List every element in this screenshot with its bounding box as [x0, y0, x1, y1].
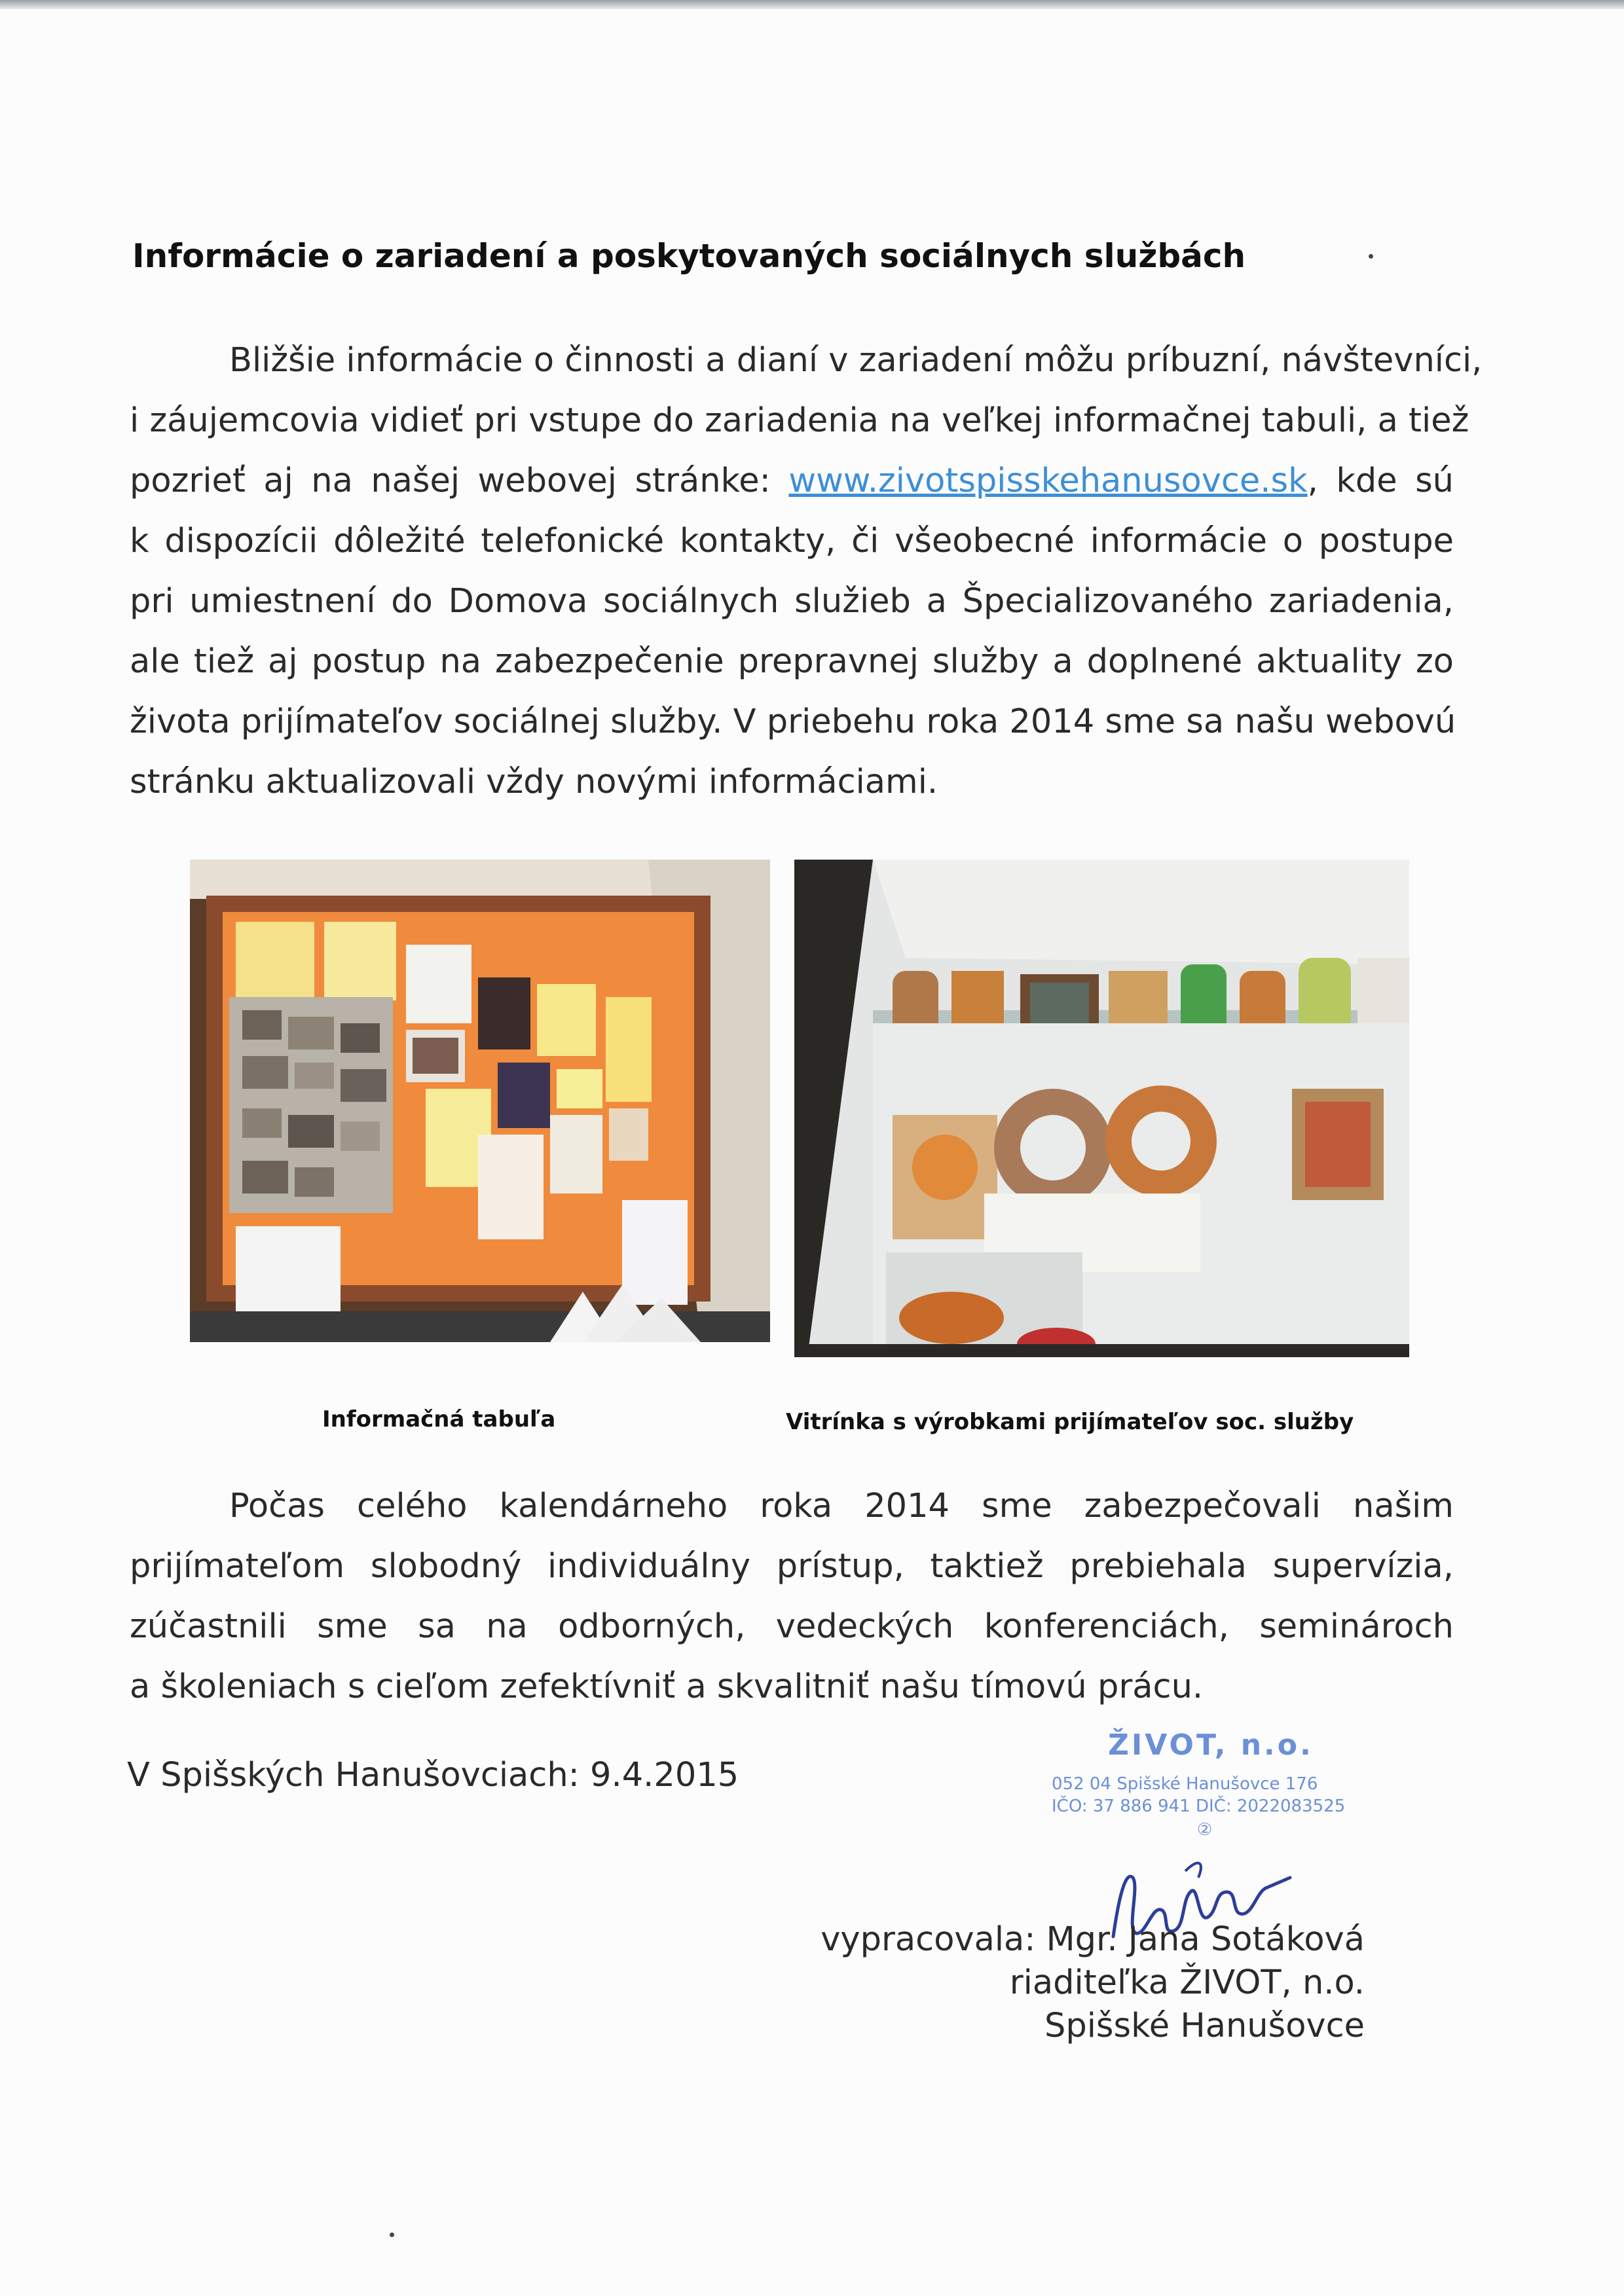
line-text: pozrieť aj na našej webovej stránke: — [130, 462, 771, 500]
stamp-ids: IČO: 37 886 941 DIČ: 2022083525 — [1052, 1796, 1346, 1816]
paragraph-line: stránku aktualizovali vždy novými informáciami. — [130, 763, 938, 801]
place-and-date: V Spišských Hanušovciach: 9.4.2015 — [127, 1756, 739, 1795]
author-location: Spišské Hanušovce — [1044, 2007, 1365, 2045]
photo-caption-information-board: Informačná tabuľa — [322, 1406, 556, 1432]
website-link[interactable]: www.zivotspisskehanusovce.sk — [788, 462, 1308, 500]
paragraph-line: ale tiež aj postup na zabezpečenie prepravnej služby a doplnené aktuality zo — [130, 642, 1454, 681]
stamp-number: ② — [1197, 1820, 1213, 1840]
paragraph-line: i záujemcovia vidieť pri vstupe do zariadenia na veľkej informačnej tabuli, a tiež — [130, 401, 1469, 440]
paragraph-line: prijímateľom slobodný individuálny prístup, taktiež prebiehala supervízia, — [130, 1547, 1454, 1586]
page-title: Informácie o zariadení a poskytovaných sociálnych službách — [132, 237, 1246, 275]
paragraph-activities — [130, 1476, 1454, 1717]
paragraph-line: k dispozícii dôležité telefonické kontakty, či všeobecné informácie o postupe — [130, 522, 1454, 560]
prepared-by: vypracovala: Mgr. Jana Sotáková — [821, 1920, 1365, 1959]
display-cabinet-photo — [794, 860, 1409, 1357]
paragraph-line-with-link — [130, 451, 1454, 511]
stamp-name: ŽIVOT, n.o. — [1108, 1728, 1314, 1762]
paragraph-line: pri umiestnení do Domova sociálnych služieb a Špecializovaného zariadenia, — [130, 582, 1454, 621]
display-cabinet-image — [794, 860, 1409, 1357]
information-board-image — [190, 860, 770, 1342]
paragraph-line: Počas celého kalendárneho roka 2014 sme zabezpečovali našim — [229, 1487, 1454, 1525]
paragraph-intro — [130, 331, 1483, 812]
paragraph-line: a školeniach s cieľom zefektívniť a skvalitniť našu tímovú prácu. — [130, 1667, 1204, 1706]
scan-speck — [390, 2232, 394, 2237]
paragraph-line: Bližšie informácie o činnosti a dianí v zariadení môžu príbuzní, návštevníci, — [229, 341, 1483, 380]
scan-edge — [0, 0, 1624, 9]
author-role: riaditeľka ŽIVOT, n.o. — [1009, 1963, 1365, 2002]
line-text: , kde sú — [1307, 462, 1454, 500]
information-board-photo — [190, 860, 770, 1342]
signature-block — [821, 1918, 1365, 2048]
stamp-address: 052 04 Spišské Hanušovce 176 — [1052, 1774, 1318, 1794]
paragraph-line: zúčastnili sme sa na odborných, vedeckých konferenciách, seminároch — [130, 1607, 1454, 1646]
photo-caption-display-cabinet: Vitrínka s výrobkami prijímateľov soc. služby — [786, 1409, 1354, 1435]
scan-speck — [1369, 254, 1373, 259]
paragraph-line: života prijímateľov sociálnej služby. V priebehu roka 2014 sme sa našu webovú — [130, 702, 1456, 741]
organization-stamp — [1052, 1728, 1353, 1846]
